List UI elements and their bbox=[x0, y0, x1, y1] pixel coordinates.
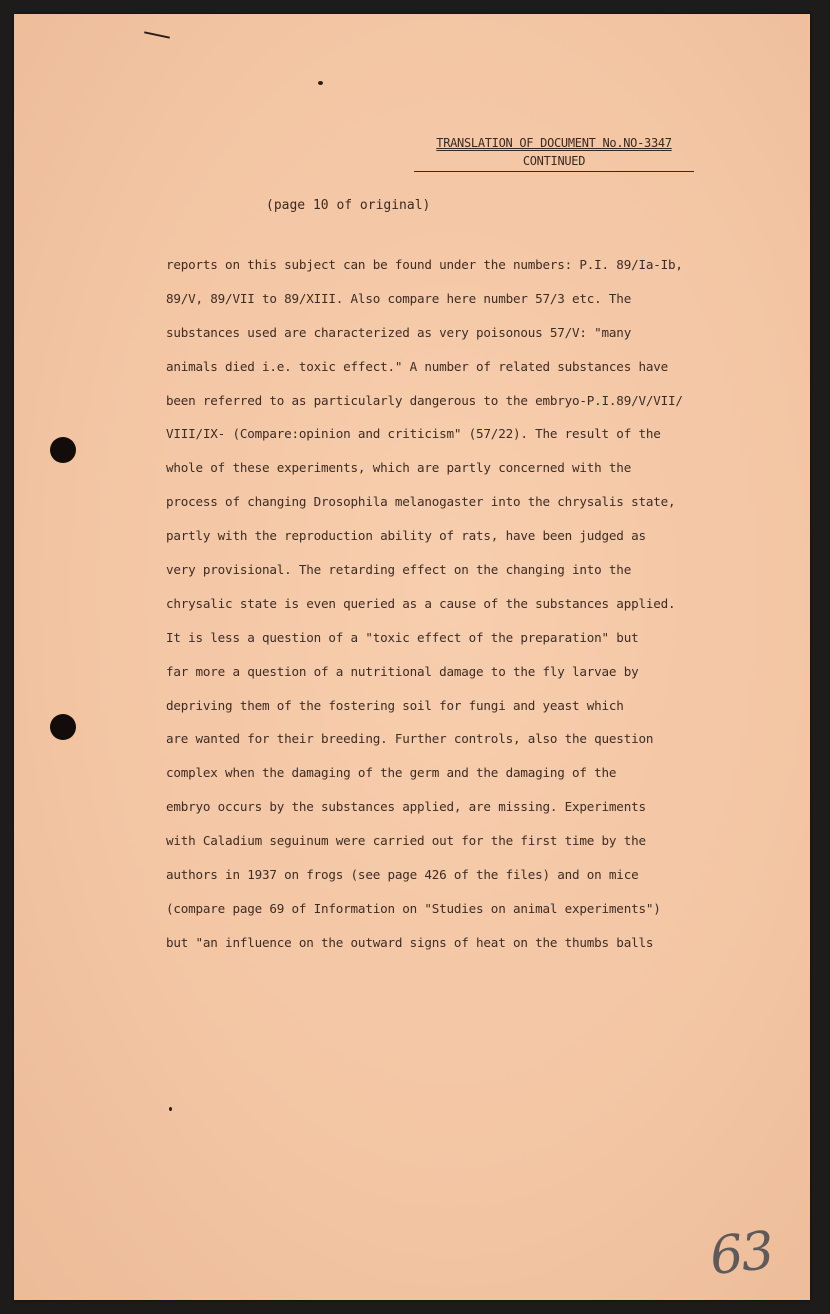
text-line: been referred to as particularly dangerous to the embryo-P.I.89/V/VII/ bbox=[166, 392, 683, 408]
text-line: reports on this subject can be found under the numbers: P.I. 89/Ia-Ib, bbox=[166, 257, 683, 272]
text-line: but "an influence on the outward signs of heat on the thumbs balls bbox=[166, 934, 654, 950]
text-line: far more a question of a nutritional damage to the fly larvae by bbox=[166, 663, 639, 679]
handwritten-folio-number: 63 bbox=[707, 1220, 776, 1288]
text-line: authors in 1937 on frogs (see page 426 of the files) and on mice bbox=[166, 867, 639, 883]
page-reference: (page 10 of original) bbox=[266, 198, 431, 213]
body-text bbox=[166, 248, 776, 960]
document-title: TRANSLATION OF DOCUMENT No.NO-3347 bbox=[436, 136, 672, 150]
text-line: embryo occurs by the substances applied, are missing. Experiments bbox=[166, 799, 646, 815]
text-line: very provisional. The retarding effect on the changing into the bbox=[166, 562, 632, 578]
text-line: animals died i.e. toxic effect." A number of related substances have bbox=[166, 358, 668, 374]
ink-mark bbox=[169, 1107, 172, 1111]
text-line: VIII/IX- (Compare:opinion and criticism" (57/22). The result of the bbox=[166, 426, 661, 442]
text-line: substances used are characterized as very poisonous 57/V: "many bbox=[166, 324, 632, 340]
text-line: It is less a question of a "toxic effect of the preparation" but bbox=[166, 629, 639, 645]
text-line: are wanted for their breeding. Further controls, also the question bbox=[166, 731, 654, 747]
text-line: 89/V, 89/VII to 89/XIII. Also compare here number 57/3 etc. The bbox=[166, 290, 632, 306]
ink-mark bbox=[144, 31, 170, 38]
text-line: chrysalic state is even queried as a cause of the substances applied. bbox=[166, 595, 676, 611]
punch-hole bbox=[50, 714, 76, 740]
document-header bbox=[404, 134, 704, 172]
text-line: complex when the damaging of the germ and the damaging of the bbox=[166, 765, 617, 781]
text-line: with Caladium seguinum were carried out for the first time by the bbox=[166, 833, 646, 849]
ink-mark bbox=[318, 81, 323, 85]
text-line: whole of these experiments, which are partly concerned with the bbox=[166, 460, 632, 476]
punch-hole bbox=[50, 437, 76, 463]
text-line: depriving them of the fostering soil for fungi and yeast which bbox=[166, 697, 624, 713]
text-line: partly with the reproduction ability of rats, have been judged as bbox=[166, 528, 646, 544]
text-line: (compare page 69 of Information on "Studies on animal experiments") bbox=[166, 900, 661, 916]
document-page bbox=[14, 14, 810, 1300]
text-line: process of changing Drosophila melanogaster into the chrysalis state, bbox=[166, 494, 676, 510]
document-subtitle: CONTINUED bbox=[414, 152, 694, 172]
